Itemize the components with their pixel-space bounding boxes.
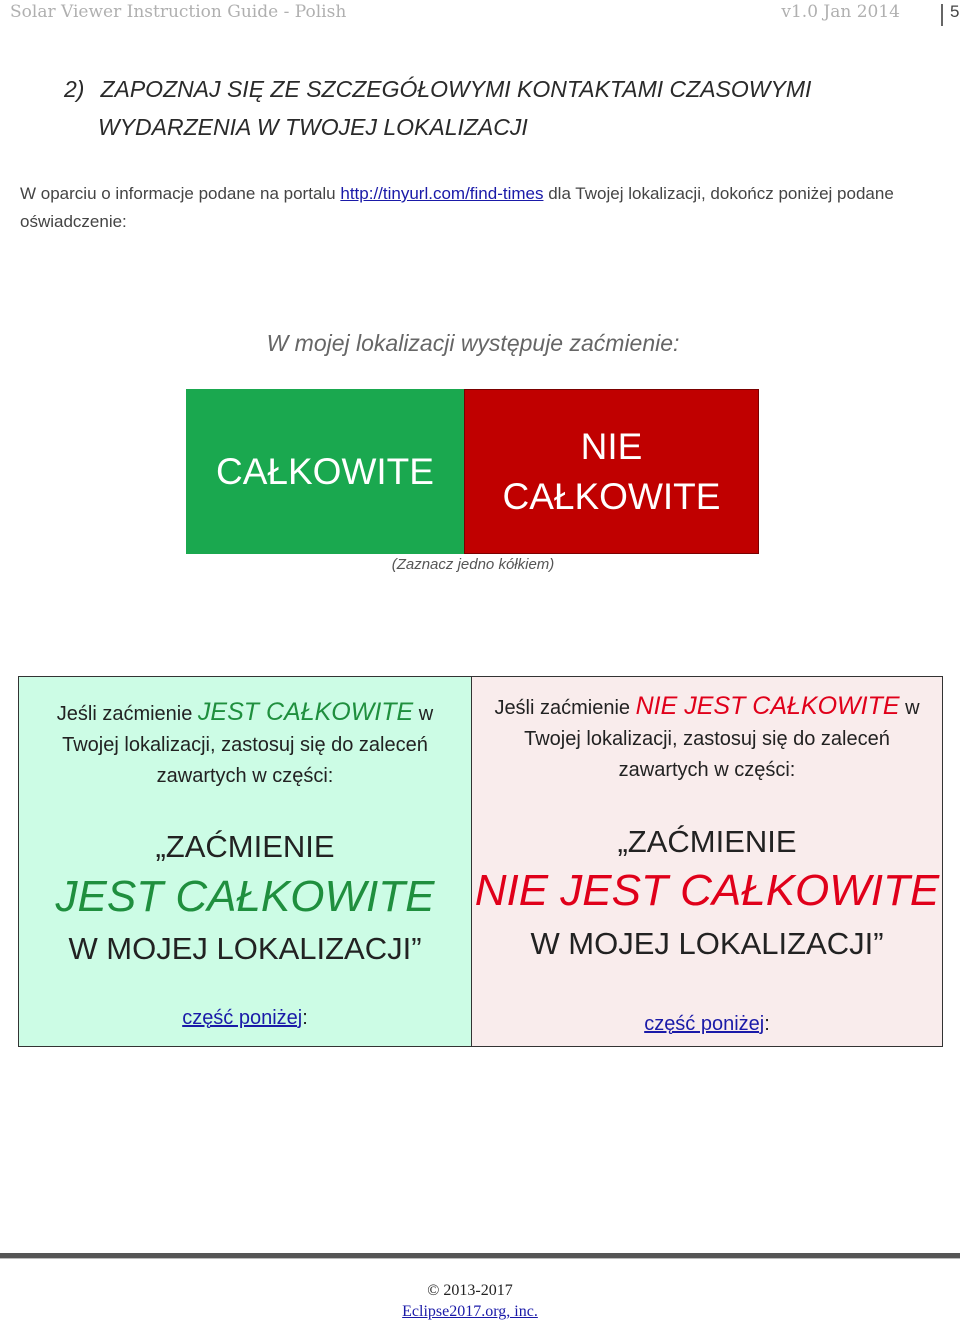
option-not-total[interactable] — [464, 389, 759, 554]
footer-link[interactable]: Eclipse2017.org, inc. — [402, 1303, 538, 1320]
panel-not-link-line — [472, 1013, 942, 1036]
panel-total-heading: „ZAĆMIENIE — [155, 829, 335, 864]
option-not-line2: CAŁKOWITE — [502, 475, 721, 517]
panel-total-intro-before: Jeśli zaćmienie — [56, 703, 198, 725]
option-not-total-label — [503, 422, 721, 522]
page-number: 5 — [950, 2, 960, 21]
find-times-link[interactable]: http://tinyurl.com/find-times — [340, 184, 544, 203]
panel-not-intro-after: w Twojej lokalizacji, zastosuj się do zaleceń zawartych w części: — [524, 697, 920, 781]
panel-not-intro — [482, 691, 932, 786]
circle-instruction: (Zaznacz jedno kółkiem) — [391, 556, 555, 573]
document-title: Solar Viewer Instruction Guide - Polish — [10, 2, 347, 22]
panel-total-sub: W MOJEJ LOKALIZACJI” — [68, 931, 422, 966]
intro-paragraph — [20, 180, 940, 236]
section-title-line2: WYDARZENIA W TWOJEJ LOKALIZACJI — [98, 114, 528, 140]
panel-not-link-suffix: : — [764, 1013, 770, 1035]
page-footer — [0, 1280, 940, 1322]
section-number: 2) — [64, 76, 85, 102]
panel-total-intro-after: w Twojej lokalizacji, zastosuj się do zaleceń zawartych w części: — [62, 703, 434, 787]
option-total[interactable] — [186, 389, 464, 554]
panel-not-big: NIE JEST CAŁKOWITE — [474, 866, 940, 915]
document-version: v1.0 Jan 2014 — [781, 2, 900, 22]
panel-total-link[interactable]: część poniżej — [182, 1007, 303, 1029]
intro-text-after: dla Twojej lokalizacji, dokończ poniżej podane oświadczenie: — [20, 184, 894, 231]
section-title-line1: ZAPOZNAJ SIĘ ZE SZCZEGÓŁOWYMI KONTAKTAMI CZASOWYMI — [100, 76, 812, 102]
instruction-panels — [18, 676, 943, 1047]
panel-not-heading: „ZAĆMIENIE — [617, 824, 797, 859]
option-not-line1: NIE — [580, 425, 643, 467]
panel-not-total — [472, 677, 942, 1046]
panel-total-link-suffix: : — [302, 1007, 308, 1029]
section-heading — [64, 70, 884, 146]
eclipse-statement: W mojej lokalizacji występuje zaćmienie: — [266, 330, 680, 356]
footer-copyright: © 2013-2017 — [427, 1282, 513, 1299]
intro-text-before: W oparciu o informacje podane na portalu — [20, 184, 341, 203]
panel-not-keyword: NIE JEST CAŁKOWITE — [635, 692, 900, 720]
header-divider — [941, 4, 943, 26]
panel-not-link[interactable]: część poniżej — [644, 1013, 765, 1035]
panel-total-big: JEST CAŁKOWITE — [55, 872, 435, 921]
option-total-label: CAŁKOWITE — [216, 450, 434, 492]
panel-total-intro — [29, 697, 461, 792]
panel-total-keyword: JEST CAŁKOWITE — [197, 698, 414, 726]
panel-not-intro-before: Jeśli zaćmienie — [494, 697, 636, 719]
panel-not-sub: W MOJEJ LOKALIZACJI” — [530, 926, 884, 961]
footer-rule — [0, 1253, 960, 1259]
panel-total-link-line — [19, 1007, 471, 1030]
panel-total — [19, 677, 472, 1046]
